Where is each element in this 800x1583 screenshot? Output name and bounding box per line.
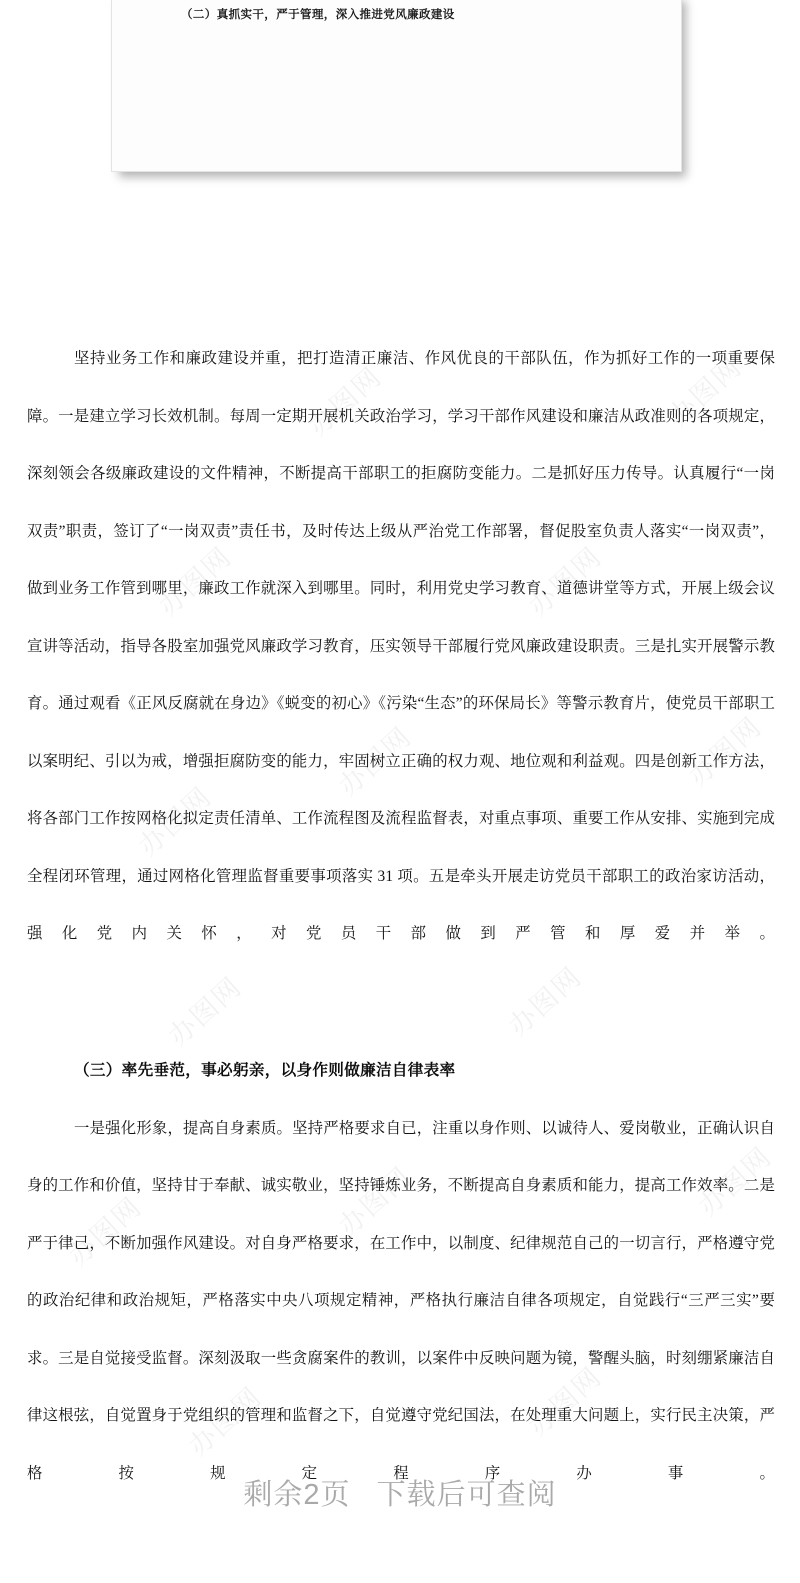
- watermark-text: 办图网: [132, 781, 218, 862]
- watermark-text: 办图网: [502, 961, 588, 1042]
- watermark-text: 办图网: [662, 351, 748, 432]
- watermark-text: 办图网: [332, 1161, 418, 1242]
- watermark-text: 办图网: [522, 1361, 608, 1442]
- watermark-text: 办图网: [302, 361, 388, 442]
- body-paragraph-2: 一是强化形象，提高自身素质。坚持严格要求自已，注重以身作则、以诚待人、爱岗敬业，正确认识自身的工作和价值，坚持甘于奉献、诚实敬业，坚持锤炼业务，不断提高自身素质和能力，提高工作效率。二是严于律己，不断加强作风建设。对自身严格要求，在工作中，以制度、纪律规范自己的一切言行，严格遵守党的政治纪律和政治规矩，严格落实中央八项规定精神，严格执行廉洁自律各项规定，自觉践行“三严三实”要求。三是自觉接受监督。深刻汲取一些贪腐案件的教训，以案件中反映问题为镜，警醒头脑，时刻绷紧廉洁自律这根弦，自觉置身于党组织的管理和监督之下，自觉遵守党纪国法，在处理重大问题上，实行民主决策，严格按规定程序办事。: [27, 1119, 775, 1482]
- remaining-pages-label: 剩余2页: [243, 1479, 351, 1511]
- document-content: [0, 330, 800, 1560]
- watermark-text: 办图网: [162, 971, 248, 1052]
- watermark-text: 办图网: [692, 1141, 778, 1222]
- watermark-text: 办图网: [682, 711, 768, 792]
- watermark-text: 办图网: [332, 721, 418, 802]
- section-heading-three: （三）率先垂范，事必躬亲，以身作则做廉洁自律表率: [74, 1062, 456, 1079]
- watermark-text: 办图网: [152, 541, 238, 622]
- document-page-card: [111, 0, 682, 172]
- page-card-section-heading: （二）真抓实干，严于管理，深入推进党风廉政建设: [181, 9, 455, 21]
- watermark-text: 办图网: [182, 1381, 268, 1462]
- heading-spacer: [0, 1020, 800, 1042]
- body-paragraph-1: 坚持业务工作和廉政建设并重，把打造清正廉洁、作风优良的干部队伍，作为抓好工作的一项重要保障。一是建立学习长效机制。每周一定期开展机关政治学习，学习干部作风建设和廉洁从政准则的各项规定，深刻领会各级廉政建设的文件精神，不断提高干部职工的拒腐防变能力。二是抓好压力传导。认真履行“一岗双责”职责，签订了“一岗双责”责任书，及时传达上级从严治党工作部署，督促股室负责人落实“一岗双责”，做到业务工作管到哪里，廉政工作就深入到哪里。同时，利用党史学习教育、道德讲堂等方式，开展上级会议宣讲等活动，指导各股室加强党风廉政学习教育，压实领导干部履行党风廉政建设职责。三是扎实开展警示教育。通过观看《正风反腐就在身边》《蜕变的初心》《污染“生态”的环保局长》等警示教育片，使党员干部职工以案明纪、引以为戒，增强拒腐防变的能力，牢固树立正确的权力观、地位观和利益观。四是创新工作方法，将各部门工作按网格化拟定责任清单、工作流程图及流程监督表，对重点事项、重要工作从安排、实施到完成全程闭环管理，通过网格化管理监督重要事项落实 31 项。五是牵头开展走访党员干部职工的政治家访活动，强化党内关怀，对党员干部做到严管和厚爱并举。: [27, 350, 775, 942]
- watermark-text: 办图网: [522, 541, 608, 622]
- download-hint-label: 下载后可查阅: [376, 1479, 557, 1511]
- watermark-text: 办图网: [62, 1191, 148, 1272]
- download-notice: [0, 1472, 800, 1513]
